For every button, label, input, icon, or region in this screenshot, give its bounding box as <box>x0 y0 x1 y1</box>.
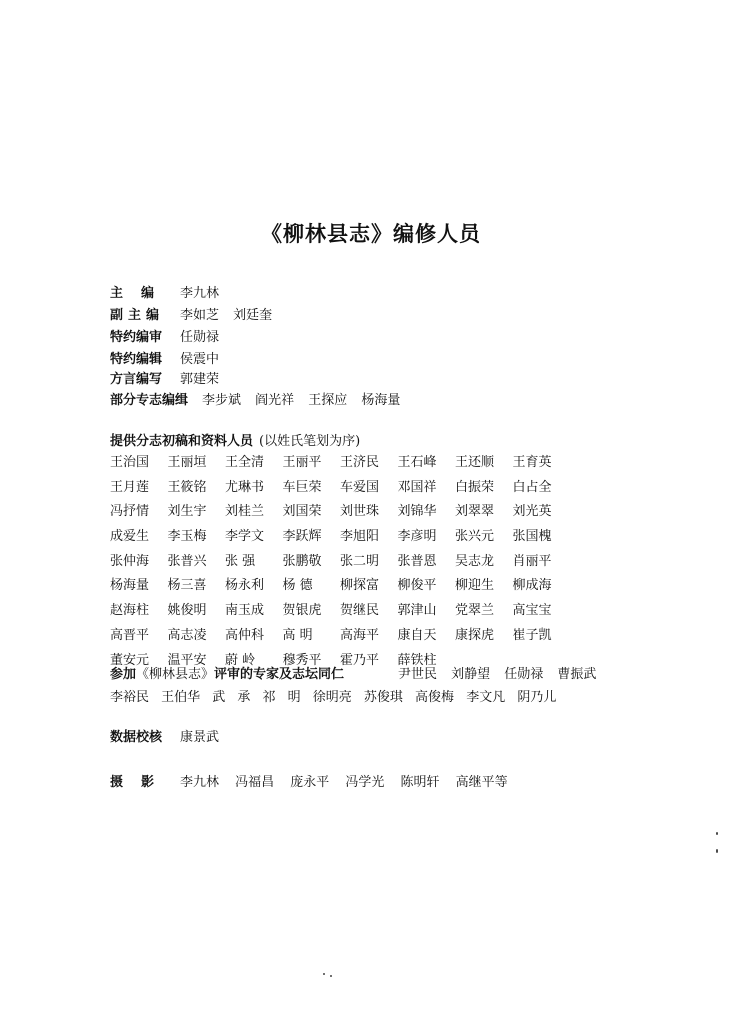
contributor-name: 李玉梅 <box>167 529 207 545</box>
contributor-name: 李旭阳 <box>340 529 380 545</box>
role-partial-editors <box>110 389 400 411</box>
contributor-name: 党翠兰 <box>455 603 495 619</box>
reviewers-title: 评审的专家及志坛同仁 <box>214 667 345 682</box>
contributor-name: 刘世珠 <box>340 504 380 520</box>
contributor-name: 南玉成 <box>225 603 265 619</box>
contributor-name: 张普兴 <box>167 553 207 569</box>
role-label: 特约编辑 <box>110 352 163 367</box>
contributor-name: 杨三喜 <box>167 578 207 594</box>
contributor-name: 冯抒情 <box>110 504 150 520</box>
contributor-name: 张 强 <box>225 553 256 569</box>
contributor-name: 刘锦华 <box>397 504 437 520</box>
contributor-name: 郭津山 <box>397 603 437 619</box>
contributor-name: 刘国荣 <box>282 504 322 520</box>
contributor-name: 李彦明 <box>397 529 437 545</box>
contributor-name: 刘桂兰 <box>225 504 265 520</box>
contributor-name: 蔚 岭 <box>225 652 256 668</box>
contributor-name: 杨 德 <box>282 578 313 594</box>
contributor-name: 王育英 <box>512 455 552 470</box>
photography-row <box>110 771 508 793</box>
data-check-label: 数据校核 <box>110 730 163 745</box>
data-check-row <box>110 726 219 748</box>
contributor-name: 邓国祥 <box>397 479 437 495</box>
role-label: 主编 <box>110 286 173 301</box>
contributor-name: 柳俊平 <box>397 578 437 594</box>
contributor-name: 高 明 <box>282 627 313 643</box>
contributor-name: 高海平 <box>340 627 380 643</box>
contributor-name: 柳成海 <box>512 578 552 594</box>
reviewers-book-title: 《柳林县志》 <box>136 667 215 682</box>
scan-speck <box>716 832 718 835</box>
contributor-name: 肖丽平 <box>512 553 552 569</box>
contributor-name: 高宝宝 <box>512 603 552 619</box>
contributor-name: 姚俊明 <box>167 603 207 619</box>
contributor-name: 王石峰 <box>397 455 437 470</box>
contributor-name: 薛铁柱 <box>397 652 437 668</box>
data-check-value: 康景武 <box>180 730 220 745</box>
contributor-name: 张仲海 <box>110 553 150 569</box>
contributors-heading <box>110 430 360 449</box>
role-label: 部分专志编缉 <box>110 393 189 408</box>
role-special-editor <box>110 348 219 370</box>
contributor-name: 柳探富 <box>340 578 380 594</box>
contributor-name: 刘翠翠 <box>455 504 495 520</box>
contributor-name: 高仲科 <box>225 627 265 643</box>
contributor-name: 李跃辉 <box>282 529 322 545</box>
role-value: 侯震中 <box>180 352 220 367</box>
contributor-name: 张兴元 <box>455 529 495 545</box>
contributor-name: 成爱生 <box>110 529 150 545</box>
role-label: 特约编审 <box>110 330 163 345</box>
contributor-name: 温平安 <box>167 652 207 668</box>
contributor-name: 张鹏敬 <box>282 553 322 569</box>
reviewers-heading <box>110 663 344 682</box>
contributor-name: 柳迎生 <box>455 578 495 594</box>
contributor-name: 赵海柱 <box>110 603 150 619</box>
contributor-name: 刘光英 <box>512 504 552 520</box>
photography-value: 李九林 冯福昌 庞永平 冯学光 陈明轩 高继平等 <box>180 775 508 790</box>
photography-label: 摄影 <box>110 775 173 790</box>
contributor-name: 王济民 <box>340 455 380 470</box>
scan-speck <box>330 975 332 977</box>
contributor-name: 张二明 <box>340 553 380 569</box>
contributor-name: 贺继民 <box>340 603 380 619</box>
contributor-name: 车巨荣 <box>282 479 322 495</box>
contributor-name: 董安元 <box>110 652 150 668</box>
scan-speck <box>323 973 325 975</box>
contributor-name: 杨海量 <box>110 578 150 594</box>
role-special-reviewer <box>110 326 219 348</box>
contributor-name: 贺银虎 <box>282 603 322 619</box>
role-value: 李步斌 阎光祥 王探应 杨海量 <box>202 393 401 408</box>
reviewers-prefix: 参加 <box>110 667 137 682</box>
role-value: 李九林 <box>180 286 220 301</box>
contributor-name: 穆秀平 <box>282 652 322 668</box>
role-label: 方言编写 <box>110 372 163 387</box>
contributor-name: 吴志龙 <box>455 553 495 569</box>
contributor-name: 王丽垣 <box>167 455 207 470</box>
reviewers-names-line2: 李裕民 王伯华 武 承 祁 明 徐明亮 苏俊琪 高俊梅 李文凡 阴乃儿 <box>110 690 557 705</box>
contributor-name: 高晋平 <box>110 627 150 643</box>
contributors-note: (以姓氏笔划为序) <box>259 434 361 449</box>
contributor-name: 李学文 <box>225 529 265 545</box>
role-value: 李如芝 刘廷奎 <box>180 308 273 323</box>
role-dialect-writer <box>110 368 219 390</box>
contributor-name: 王还顺 <box>455 455 495 470</box>
contributor-name: 崔子凯 <box>512 627 552 643</box>
role-label: 副主编 <box>110 308 165 323</box>
contributor-name: 康自天 <box>397 627 437 643</box>
contributor-name: 王全清 <box>225 455 265 470</box>
contributor-name: 杨永利 <box>225 578 265 594</box>
contributors-title: 提供分志初稿和资料人员 <box>110 434 254 449</box>
contributor-name: 王筱铭 <box>167 479 207 495</box>
contributor-name: 车爱国 <box>340 479 380 495</box>
contributor-name: 白占全 <box>512 479 552 495</box>
contributor-name: 王丽平 <box>282 455 322 470</box>
contributor-name: 王月莲 <box>110 479 150 495</box>
role-chief-editor <box>110 282 219 304</box>
contributor-name: 王治国 <box>110 455 150 470</box>
contributor-name: 霍乃平 <box>340 652 380 668</box>
role-deputy-editor <box>110 304 272 326</box>
contributor-name: 张国槐 <box>512 529 552 545</box>
role-value: 任勋禄 <box>180 330 220 345</box>
page-title: 《柳林县志》编修人员 <box>261 222 481 246</box>
contributor-name: 尤琳书 <box>225 479 265 495</box>
contributor-name: 张普恩 <box>397 553 437 569</box>
contributor-name: 白振荣 <box>455 479 495 495</box>
contributor-name: 高志凌 <box>167 627 207 643</box>
contributors-list <box>110 451 580 673</box>
reviewers-names-line1: 尹世民 刘静望 任勋禄 曹振武 <box>398 667 597 682</box>
role-value: 郭建荣 <box>180 372 220 387</box>
contributor-name: 康探虎 <box>455 627 495 643</box>
scan-speck <box>716 849 718 853</box>
contributor-name: 刘生宇 <box>167 504 207 520</box>
